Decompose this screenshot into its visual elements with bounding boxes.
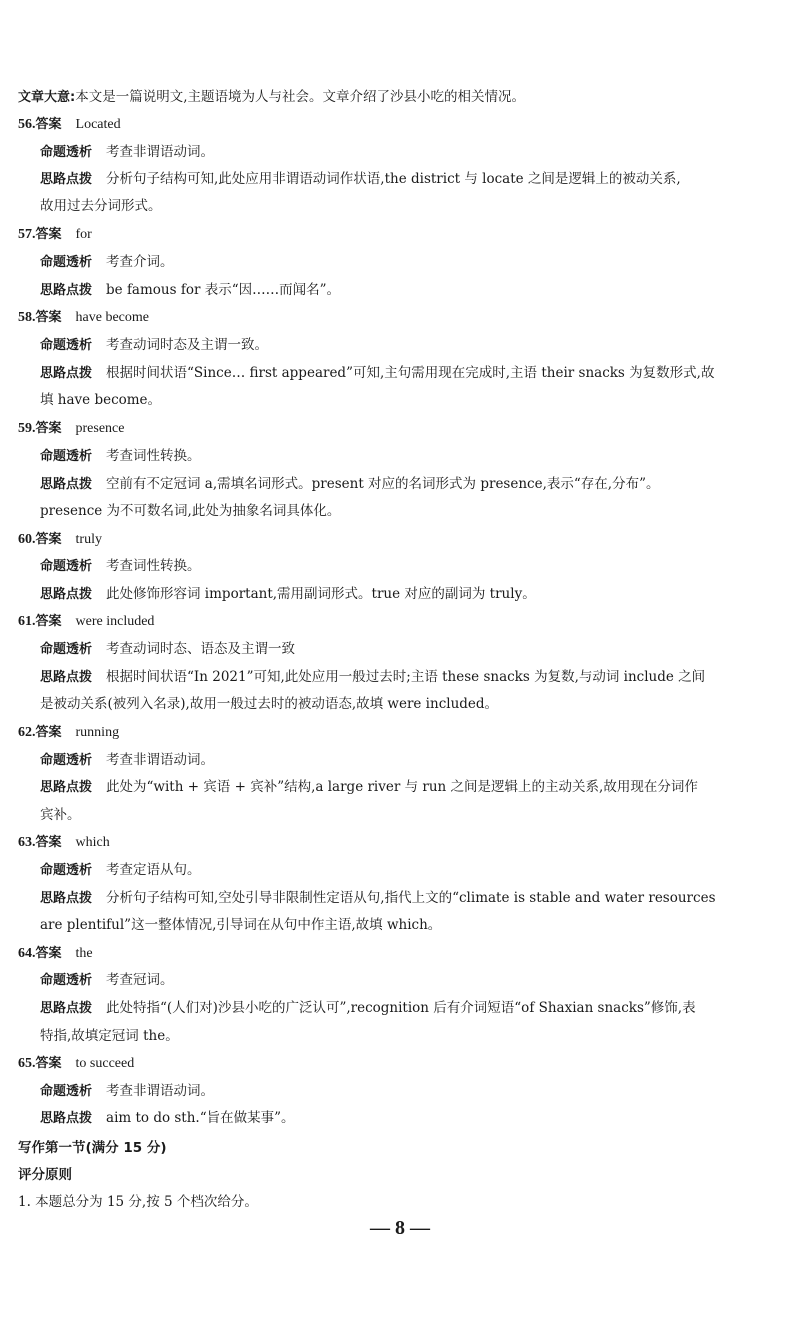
question-number: 59. xyxy=(18,421,36,436)
analysis-text: 考查非谓语动词。 xyxy=(106,752,215,768)
answer-line-56 xyxy=(18,114,121,135)
answer-line-65 xyxy=(18,1053,134,1074)
summary-label: 文章大意: xyxy=(18,90,76,105)
tips-line-58 xyxy=(40,363,714,384)
answer-line-57 xyxy=(18,224,92,245)
tips-text-cont: are plentiful”这一整体情况,引导词在从句中作主语,故填 which。 xyxy=(40,917,442,933)
tips-cont-61 xyxy=(40,694,498,714)
tips-label: 思路点拨 xyxy=(40,366,93,381)
answer-label: 答案 xyxy=(35,310,62,325)
analysis-line-59 xyxy=(40,446,201,467)
page-number: — 8 — xyxy=(370,1217,430,1239)
tips-cont-62 xyxy=(40,805,81,825)
answer-label: 答案 xyxy=(35,227,62,242)
tips-text-cont: presence 为不可数名词,此处为抽象名词具体化。 xyxy=(40,503,341,519)
answer-line-64 xyxy=(18,943,93,964)
tips-text: 分析句子结构可知,此处应用非谓语动词作状语,the district 与 locate 之间是逻辑上的被动关系, xyxy=(106,171,681,187)
tips-label: 思路点拨 xyxy=(40,891,93,906)
tips-cont-59 xyxy=(40,501,340,521)
answer-label: 答案 xyxy=(35,835,62,850)
tips-line-60 xyxy=(40,584,536,605)
tips-text-cont: 宾补。 xyxy=(40,807,81,823)
tips-text: 根据时间状语“In 2021”可知,此处应用一般过去时;主语 these snacks 为复数,与动词 include 之间 xyxy=(106,669,706,685)
analysis-label: 命题透析 xyxy=(40,1084,93,1099)
question-number: 57. xyxy=(18,227,36,242)
analysis-text: 考查非谓语动词。 xyxy=(106,1083,215,1099)
answer-value: truly xyxy=(75,532,102,547)
answer-value: were included xyxy=(75,614,155,629)
tips-text-cont: 填 have become。 xyxy=(40,392,162,408)
question-number: 61. xyxy=(18,614,36,629)
analysis-label: 命题透析 xyxy=(40,338,93,353)
answer-label: 答案 xyxy=(35,532,62,547)
answer-line-61 xyxy=(18,611,154,632)
analysis-text: 考查动词时态及主谓一致。 xyxy=(106,337,269,353)
answer-value: for xyxy=(75,227,92,242)
tips-label: 思路点拨 xyxy=(40,283,93,298)
tips-line-56 xyxy=(40,169,681,190)
question-number: 63. xyxy=(18,835,36,850)
question-number: 60. xyxy=(18,532,36,547)
question-number: 65. xyxy=(18,1056,36,1071)
analysis-label: 命题透析 xyxy=(40,973,93,988)
answer-value: presence xyxy=(75,421,125,436)
tips-label: 思路点拨 xyxy=(40,670,93,685)
tips-text-cont: 特指,故填定冠词 the。 xyxy=(40,1028,179,1044)
answer-label: 答案 xyxy=(35,725,62,740)
tips-line-63 xyxy=(40,888,716,909)
tips-text: 空前有不定冠词 a,需填名词形式。present 对应的名词形式为 presence,表示“存在,分布”。 xyxy=(106,476,660,492)
analysis-line-58 xyxy=(40,335,268,356)
question-number: 64. xyxy=(18,946,36,961)
analysis-label: 命题透析 xyxy=(40,449,93,464)
answer-line-58 xyxy=(18,307,149,328)
answer-value: Located xyxy=(75,117,121,132)
tips-text: aim to do sth.“旨在做某事”。 xyxy=(106,1110,295,1126)
tips-cont-63 xyxy=(40,915,441,935)
tips-line-59 xyxy=(40,474,659,495)
summary-text: 本文是一篇说明文,主题语境为人与社会。文章介绍了沙县小吃的相关情况。 xyxy=(75,89,525,105)
tips-text: 此处为“with + 宾语 + 宾补”结构,a large river 与 run 之间是逻辑上的主动关系,故用现在分词作 xyxy=(106,779,698,795)
tips-text: 此处特指“(人们对)沙县小吃的广泛认可”,recognition 后有介词短语“of Shaxian snacks”修饰,表 xyxy=(106,1000,696,1016)
tips-text: 此处修饰形容词 important,需用副词形式。true 对应的副词为 truly。 xyxy=(106,586,536,602)
analysis-text: 考查词性转换。 xyxy=(106,558,201,574)
tips-text-cont: 故用过去分词形式。 xyxy=(40,198,162,214)
scoring-rule-1: 1. 本题总分为 15 分,按 5 个档次给分。 xyxy=(18,1194,258,1210)
analysis-label: 命题透析 xyxy=(40,145,93,160)
analysis-line-62 xyxy=(40,750,214,771)
question-number: 62. xyxy=(18,725,36,740)
answer-line-62 xyxy=(18,722,119,743)
analysis-line-64 xyxy=(40,970,174,991)
analysis-text: 考查定语从句。 xyxy=(106,862,201,878)
answer-line-63 xyxy=(18,832,110,853)
answer-line-59 xyxy=(18,418,124,439)
tips-label: 思路点拨 xyxy=(40,587,93,602)
tips-label: 思路点拨 xyxy=(40,1001,93,1016)
answer-value: have become xyxy=(75,310,149,325)
question-number: 56. xyxy=(18,117,36,132)
analysis-label: 命题透析 xyxy=(40,559,93,574)
tips-text: 分析句子结构可知,空处引导非限制性定语从句,指代上文的“climate is stable and water resources xyxy=(106,890,716,906)
tips-cont-58 xyxy=(40,390,161,410)
analysis-line-63 xyxy=(40,860,201,881)
analysis-text: 考查冠词。 xyxy=(106,972,174,988)
analysis-line-57 xyxy=(40,252,174,273)
tips-cont-64 xyxy=(40,1026,179,1046)
tips-label: 思路点拨 xyxy=(40,1111,93,1126)
tips-line-57 xyxy=(40,280,340,301)
tips-text-cont: 是被动关系(被列入名录),故用一般过去时的被动语态,故填 were included。 xyxy=(40,696,499,712)
analysis-label: 命题透析 xyxy=(40,255,93,270)
tips-line-61 xyxy=(40,667,705,688)
tips-line-64 xyxy=(40,998,696,1019)
answer-label: 答案 xyxy=(35,421,62,436)
analysis-text: 考查介词。 xyxy=(106,254,174,270)
analysis-label: 命题透析 xyxy=(40,642,93,657)
analysis-line-60 xyxy=(40,556,201,577)
tips-text: 根据时间状语“Since… first appeared”可知,主句需用现在完成时,主语 their snacks 为复数形式,故 xyxy=(106,365,715,381)
tips-label: 思路点拨 xyxy=(40,477,93,492)
analysis-text: 考查非谓语动词。 xyxy=(106,144,215,160)
answer-value: which xyxy=(75,835,110,850)
question-number: 58. xyxy=(18,310,36,325)
analysis-text: 考查动词时态、语态及主谓一致 xyxy=(106,641,296,657)
answer-value: running xyxy=(75,725,120,740)
answer-label: 答案 xyxy=(35,1056,62,1071)
summary-line xyxy=(18,87,525,108)
writing-section-heading: 写作第一节(满分 15 分) xyxy=(18,1140,167,1156)
analysis-line-56 xyxy=(40,142,214,163)
answer-value: the xyxy=(75,946,93,961)
analysis-text: 考查词性转换。 xyxy=(106,448,201,464)
tips-label: 思路点拨 xyxy=(40,172,93,187)
tips-line-65 xyxy=(40,1108,295,1129)
analysis-label: 命题透析 xyxy=(40,863,93,878)
answer-line-60 xyxy=(18,529,102,550)
tips-line-62 xyxy=(40,777,698,798)
tips-label: 思路点拨 xyxy=(40,780,93,795)
analysis-line-61 xyxy=(40,639,295,660)
answer-value: to succeed xyxy=(75,1056,135,1071)
analysis-line-65 xyxy=(40,1081,214,1102)
analysis-label: 命题透析 xyxy=(40,753,93,768)
answer-label: 答案 xyxy=(35,117,62,132)
answer-label: 答案 xyxy=(35,614,62,629)
tips-text: be famous for 表示“因……而闻名”。 xyxy=(106,282,340,298)
scoring-principle-heading: 评分原则 xyxy=(18,1167,72,1183)
tips-cont-56 xyxy=(40,196,162,216)
answer-label: 答案 xyxy=(35,946,62,961)
